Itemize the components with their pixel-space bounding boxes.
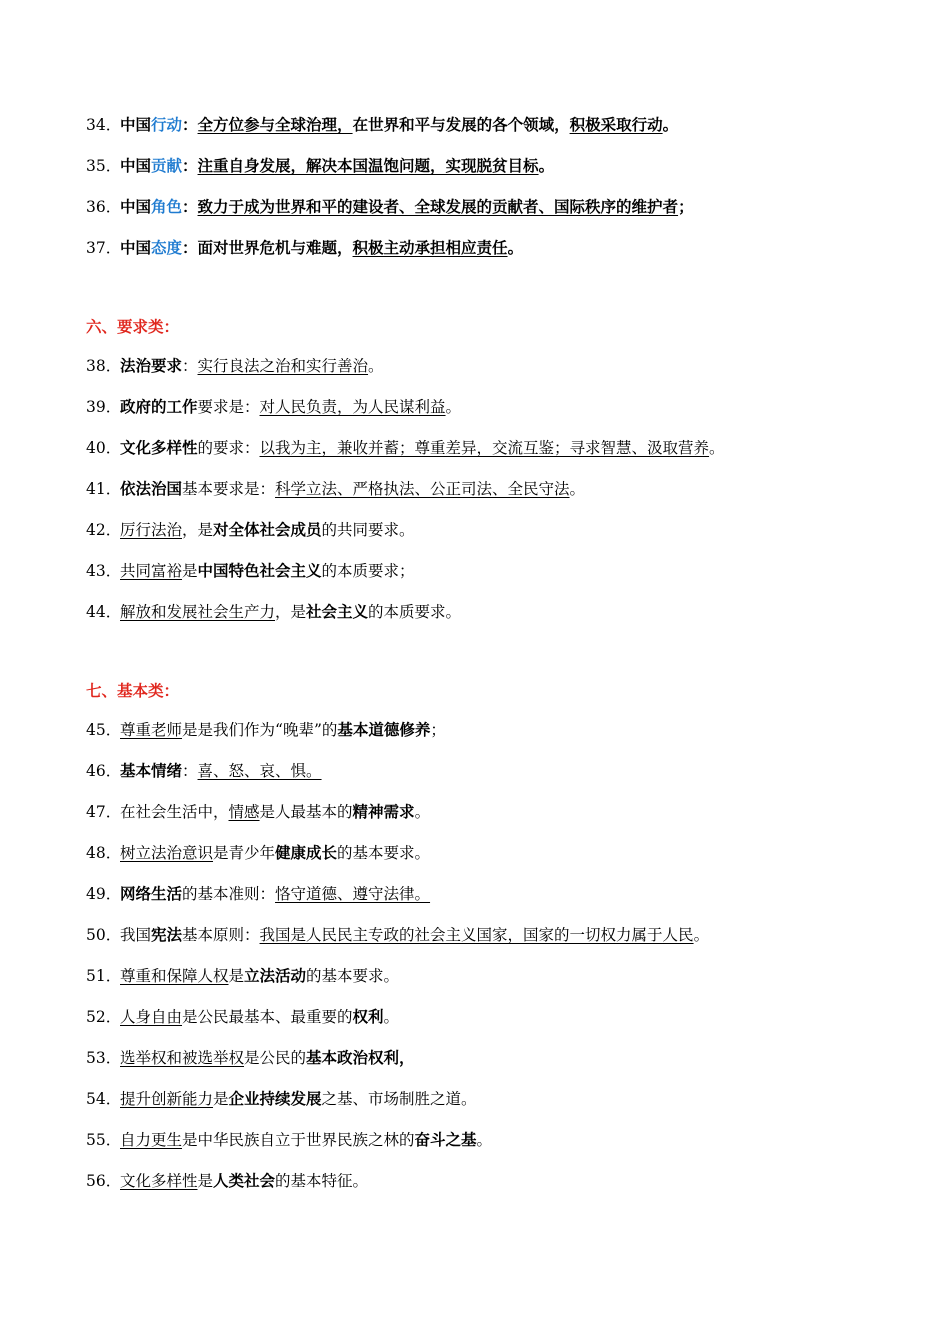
item-text: 文化多样性 xyxy=(120,1172,198,1190)
item-text: 。 xyxy=(662,116,679,134)
item-number: 51． xyxy=(86,967,122,985)
item-number: 48． xyxy=(86,844,122,862)
item-number: 40． xyxy=(86,439,122,457)
item-text: 角色 xyxy=(151,198,183,216)
item-text: 自力更生 xyxy=(120,1131,183,1149)
item-text: 权利 xyxy=(352,1008,384,1026)
item-number: 55． xyxy=(86,1131,122,1149)
list-item xyxy=(86,196,930,218)
item-number: 50． xyxy=(86,926,122,944)
item-text: 的基本准则： xyxy=(182,885,276,903)
item-text: 是 xyxy=(228,967,245,985)
list-item xyxy=(86,760,930,782)
list-item xyxy=(86,883,930,905)
item-text: 是 xyxy=(182,562,198,580)
item-text: 是 xyxy=(213,1090,229,1108)
list-item xyxy=(86,155,930,177)
item-text: ： xyxy=(182,157,198,175)
item-text: 积极采取行动 xyxy=(569,116,663,134)
item-number: 41． xyxy=(86,480,122,498)
list-item xyxy=(86,560,930,582)
item-text: 恪守道德、遵守法律。 xyxy=(275,885,431,903)
item-text: 的共同要求。 xyxy=(321,521,415,539)
list-item xyxy=(86,237,930,259)
item-text: ，是 xyxy=(275,603,307,621)
item-text: 中国 xyxy=(120,198,152,216)
item-text: 宪法 xyxy=(151,926,183,944)
item-text: 中国 xyxy=(120,116,152,134)
item-number: 37． xyxy=(86,239,122,257)
item-text: 的基本要求。 xyxy=(337,844,431,862)
item-text: 是人最基本的 xyxy=(259,803,353,821)
list-item xyxy=(86,519,930,541)
item-text: 基本道德修养 xyxy=(337,721,431,739)
item-text: 依法治国 xyxy=(120,480,183,498)
item-text: 是公民的 xyxy=(244,1049,307,1067)
item-number: 45． xyxy=(86,721,122,739)
list-item xyxy=(86,478,930,500)
item-text: 人类社会 xyxy=(213,1172,276,1190)
list-item xyxy=(86,1088,930,1110)
item-number: 43． xyxy=(86,562,122,580)
list-item xyxy=(86,719,930,741)
item-text: 我国是人民民主专政的社会主义国家，国家的一切权力属于人民 xyxy=(259,926,694,944)
item-text: 贡献 xyxy=(151,157,183,175)
item-text: 基本要求是： xyxy=(182,480,276,498)
item-text: 行动 xyxy=(151,116,183,134)
item-text: 奋斗之基 xyxy=(414,1131,477,1149)
item-text: 的本质要求。 xyxy=(368,603,462,621)
item-text: 态度 xyxy=(151,239,183,257)
list-item xyxy=(86,1170,930,1192)
item-number: 49． xyxy=(86,885,122,903)
item-text: 。 xyxy=(476,1131,493,1149)
item-text: 实行良法之治和实行善治 xyxy=(197,357,369,375)
item-text: 。 xyxy=(368,357,384,375)
item-number: 46． xyxy=(86,762,122,780)
item-number: 54． xyxy=(86,1090,122,1108)
item-text: 立法活动 xyxy=(244,967,307,985)
item-text: 中国特色社会主义 xyxy=(197,562,322,580)
item-text: 以我为主，兼收并蓄；尊重差异，交流互鉴；寻求智慧、汲取营养 xyxy=(259,439,710,457)
item-text: 的基本特征。 xyxy=(275,1172,369,1190)
item-text: 在世界和平与发展的各个领域， xyxy=(352,116,570,134)
item-text: 积极主动承担相应责任 xyxy=(352,239,508,257)
item-text: 。 xyxy=(445,398,462,416)
item-text: ： xyxy=(182,762,198,780)
item-text: 共同富裕 xyxy=(120,562,183,580)
item-text: 提升创新能力 xyxy=(120,1090,214,1108)
item-text: 我国 xyxy=(120,926,152,944)
item-text: 健康成长 xyxy=(275,844,338,862)
list-item xyxy=(86,437,930,459)
list-item xyxy=(86,1006,930,1028)
list-item xyxy=(86,801,930,823)
item-number: 47． xyxy=(86,803,122,821)
item-number: 53． xyxy=(86,1049,122,1067)
item-text: 情感 xyxy=(228,803,260,821)
item-text: ： xyxy=(182,357,198,375)
item-text: 政府的工作 xyxy=(120,398,198,416)
item-text: 是中华民族自立于世界民族之林的 xyxy=(182,1131,415,1149)
list-item xyxy=(86,601,930,623)
list-item xyxy=(86,114,930,136)
item-text: 厉行法治 xyxy=(120,521,183,539)
item-text: 社会主义 xyxy=(306,603,369,621)
item-number: 39． xyxy=(86,398,122,416)
list-item xyxy=(86,1129,930,1151)
item-text: 法治要求 xyxy=(120,357,183,375)
item-number: 42． xyxy=(86,521,122,539)
section-heading xyxy=(86,316,930,338)
item-text: 六、要求类： xyxy=(86,318,180,336)
item-text: ： xyxy=(182,116,198,134)
item-text: 选举权和被选举权 xyxy=(120,1049,245,1067)
item-text: 尊重和保障人权 xyxy=(120,967,229,985)
item-text: 尊重老师 xyxy=(120,721,183,739)
item-number: 35． xyxy=(86,157,122,175)
item-text: 注重自身发展，解决本国温饱问题，实现脱贫目标 xyxy=(197,157,539,175)
item-number: 38． xyxy=(86,357,122,375)
item-text: 。 xyxy=(709,439,725,457)
item-text: 。 xyxy=(383,1008,400,1026)
list-item xyxy=(86,396,930,418)
item-text: 在社会生活中， xyxy=(120,803,229,821)
item-text: 是是我们作为“晚辈”的 xyxy=(182,721,338,739)
item-text: 树立法治意识 xyxy=(120,844,214,862)
item-text: 的要求： xyxy=(197,439,260,457)
item-number: 34． xyxy=(86,116,122,134)
section-heading xyxy=(86,680,930,702)
item-text: 精神需求 xyxy=(352,803,415,821)
item-text: 全方位参与全球治理， xyxy=(197,116,353,134)
item-text: ： xyxy=(182,198,198,216)
item-text: 之基、市场制胜之道。 xyxy=(321,1090,477,1108)
list-item xyxy=(86,924,930,946)
item-text: 对全体社会成员 xyxy=(213,521,322,539)
item-text: 。 xyxy=(693,926,710,944)
item-text: 要求是： xyxy=(197,398,260,416)
item-text: 解放和发展社会生产力 xyxy=(120,603,276,621)
item-text: 喜、怒、哀、惧。 xyxy=(197,762,322,780)
item-text: 中国 xyxy=(120,239,152,257)
item-text: 对人民负责，为人民谋利益 xyxy=(259,398,446,416)
item-text: 人身自由 xyxy=(120,1008,183,1026)
list-item xyxy=(86,842,930,864)
item-text: 。 xyxy=(414,803,431,821)
item-text: 基本政治权利， xyxy=(306,1049,415,1067)
item-text: 的本质要求； xyxy=(321,562,415,580)
item-text: 。 xyxy=(569,480,586,498)
item-text: ，是 xyxy=(182,521,214,539)
item-text: 网络生活 xyxy=(120,885,183,903)
item-text: ； xyxy=(430,721,446,739)
item-number: 36． xyxy=(86,198,122,216)
item-text: 七、基本类： xyxy=(86,682,180,700)
item-text: 是公民最基本、最重要的 xyxy=(182,1008,353,1026)
item-text: 。 xyxy=(538,157,555,175)
item-number: 56． xyxy=(86,1172,122,1190)
item-text: 基本情绪 xyxy=(120,762,183,780)
list-item xyxy=(86,1047,930,1069)
item-text: ：面对世界危机与难题， xyxy=(182,239,353,257)
item-text: 致力于成为世界和平的建设者、全球发展的贡献者、国际秩序的维护者 xyxy=(197,198,679,216)
list-item xyxy=(86,355,930,377)
list-item xyxy=(86,965,930,987)
item-text: 企业持续发展 xyxy=(228,1090,322,1108)
item-text: ； xyxy=(678,198,694,216)
item-text: 中国 xyxy=(120,157,152,175)
item-text: 。 xyxy=(507,239,524,257)
item-number: 44． xyxy=(86,603,122,621)
item-text: 是青少年 xyxy=(213,844,276,862)
item-text: 的基本要求。 xyxy=(306,967,400,985)
item-number: 52． xyxy=(86,1008,122,1026)
item-text: 文化多样性 xyxy=(120,439,198,457)
item-text: 科学立法、严格执法、公正司法、全民守法 xyxy=(275,480,570,498)
item-text: 基本原则： xyxy=(182,926,260,944)
item-text: 是 xyxy=(197,1172,214,1190)
